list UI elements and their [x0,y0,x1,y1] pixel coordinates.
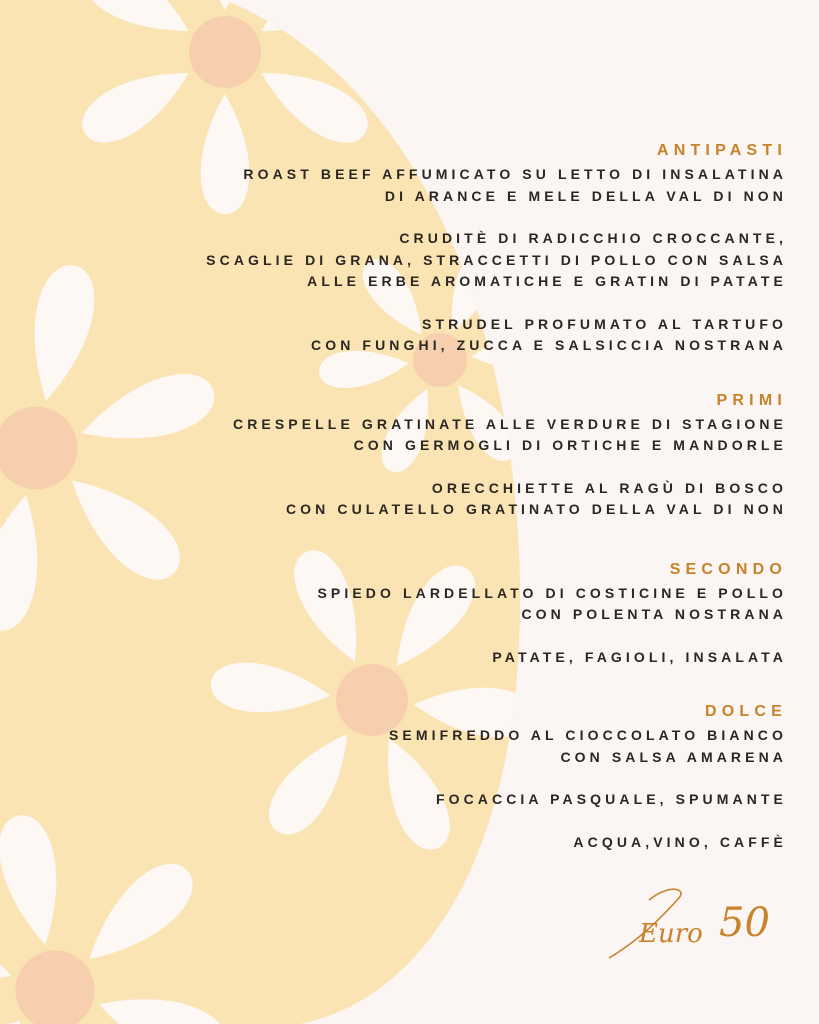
dish-bevande: ACQUA,VINO, CAFFÈ [573,833,787,850]
price [599,880,789,970]
dish-roast-beef: ROAST BEEF AFFUMICATO SU LETTO DI INSALATINA DI ARANCE E MELE DELLA VAL DI NON [243,166,787,204]
menu [87,138,787,853]
section-title-secondo: SECONDO [669,560,787,578]
dish-focaccia: FOCACCIA PASQUALE, SPUMANTE [435,791,787,807]
dish-strudel: STRUDEL PROFUMATO AL TARTUFO CON FUNGHI, ZUCCA E SALSICCIA NOSTRANA [311,315,787,353]
dish-contorni: PATATE, FAGIOLI, INSALATA [492,648,787,665]
dish-spiedo: SPIEDO LARDELLATO DI COSTICINE E POLLO CON POLENTA NOSTRANA [317,584,787,622]
dish-semifreddo: SEMIFREDDO AL CIOCCOLATO BIANCO CON SALSA AMARENA [388,727,787,765]
section-title-dolce: DOLCE [705,703,787,720]
dish-crespelle: CRESPELLE GRATINATE ALLE VERDURE DI STAGIONE CON GERMOGLI DI ORTICHE E MANDORLE [232,415,787,453]
dish-orecchiette: ORECCHIETTE AL RAGÙ DI BOSCO CON CULATELLO GRATINATO DELLA VAL DI NON [285,479,787,517]
price-word: Euro [639,919,703,949]
price-amount: 50 [719,900,770,946]
section-title-antipasti: ANTIPASTI [656,142,787,159]
dish-crudite: CRUDITÈ DI RADICCHIO CROCCANTE, SCAGLIE DI GRANA, STRACCETTI DI POLLO CON SALSA ALLE ERBE AROMATICHE E GRATIN DI PATATE [206,230,787,289]
section-title-primi: PRIMI [716,391,787,409]
daisy-center [189,16,261,88]
